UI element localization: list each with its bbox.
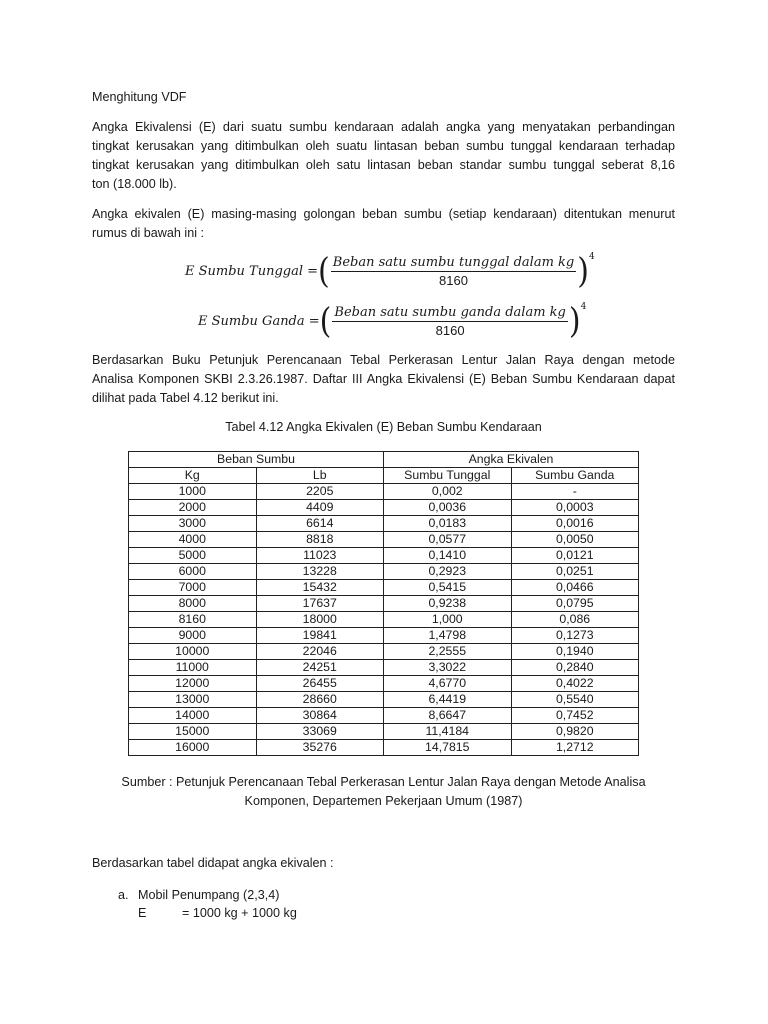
paragraph-line: Angka Ekivalensi (E) dari suatu sumbu kendaraan adalah angka yang menyatakan perbandingan: [92, 120, 675, 134]
cell-sumbu-tunggal: 2,2555: [384, 644, 512, 660]
cell-lb: 8818: [256, 532, 384, 548]
cell-sumbu-tunggal: 6,4419: [384, 692, 512, 708]
column-header-lb: Lb: [256, 468, 384, 484]
paragraph-line: dilihat pada Tabel 4.12 berikut ini.: [92, 391, 279, 405]
formula-lhs: E Sumbu Ganda =: [198, 314, 320, 329]
table-row: [129, 532, 639, 548]
right-paren: ): [577, 250, 589, 292]
table-row: [129, 692, 639, 708]
cell-sumbu-tunggal: 0,002: [384, 484, 512, 500]
cell-sumbu-ganda: 0,086: [511, 612, 639, 628]
formula-sumbu-ganda: [198, 300, 587, 342]
cell-lb: 19841: [256, 628, 384, 644]
cell-sumbu-ganda: 0,0121: [511, 548, 639, 564]
cell-lb: 13228: [256, 564, 384, 580]
cell-kg: 4000: [129, 532, 257, 548]
cell-kg: 15000: [129, 724, 257, 740]
group-header-angka-ekivalen: Angka Ekivalen: [384, 452, 639, 468]
column-header-sumbu-ganda: Sumbu Ganda: [511, 468, 639, 484]
cell-kg: 2000: [129, 500, 257, 516]
paragraph-line: ton (18.000 lb).: [92, 177, 177, 191]
cell-sumbu-ganda: 0,0003: [511, 500, 639, 516]
table-row: [129, 564, 639, 580]
cell-lb: 18000: [256, 612, 384, 628]
equation-value: = 1000 kg + 1000 kg: [182, 906, 297, 920]
cell-kg: 10000: [129, 644, 257, 660]
cell-kg: 8160: [129, 612, 257, 628]
list-item-label: Mobil Penumpang (2,3,4): [138, 888, 280, 902]
source-line: Sumber : Petunjuk Perencanaan Tebal Perkerasan Lentur Jalan Raya dengan Metode Analisa: [121, 775, 646, 789]
cell-sumbu-ganda: 0,0016: [511, 516, 639, 532]
cell-kg: 12000: [129, 676, 257, 692]
cell-kg: 3000: [129, 516, 257, 532]
cell-sumbu-tunggal: 0,1410: [384, 548, 512, 564]
cell-sumbu-ganda: 0,0251: [511, 564, 639, 580]
cell-lb: 22046: [256, 644, 384, 660]
cell-sumbu-ganda: 0,5540: [511, 692, 639, 708]
numerator: Beban satu sumbu ganda dalam kg: [334, 305, 566, 320]
paragraph-line: Analisa Komponen SKBI 2.3.26.1987. Daftar III Angka Ekivalensi (E) Beban Sumbu Kendaraan dapat: [92, 372, 675, 386]
exponent: 4: [588, 252, 595, 262]
cell-kg: 6000: [129, 564, 257, 580]
table-row: [129, 484, 639, 500]
cell-sumbu-ganda: 1,2712: [511, 740, 639, 756]
table-row: [129, 516, 639, 532]
cell-lb: 6614: [256, 516, 384, 532]
group-header-row: [129, 452, 639, 468]
table-row: [129, 708, 639, 724]
fraction: [331, 254, 576, 289]
cell-kg: 9000: [129, 628, 257, 644]
cell-lb: 35276: [256, 740, 384, 756]
left-paren: (: [318, 250, 330, 292]
table-row: [129, 596, 639, 612]
cell-sumbu-tunggal: 0,0183: [384, 516, 512, 532]
equation-label: E: [138, 906, 147, 920]
paragraph-line: tingkat kerusakan yang ditimbulkan oleh suatu lintasan beban sumbu tunggal kendaraan terhadap: [92, 139, 675, 153]
cell-sumbu-tunggal: 0,5415: [384, 580, 512, 596]
cell-kg: 1000: [129, 484, 257, 500]
table-row: [129, 548, 639, 564]
list-item: [118, 886, 297, 922]
table-row: [129, 628, 639, 644]
cell-sumbu-ganda: 0,1273: [511, 628, 639, 644]
cell-sumbu-ganda: 0,1940: [511, 644, 639, 660]
cell-sumbu-tunggal: 0,0577: [384, 532, 512, 548]
cell-lb: 4409: [256, 500, 384, 516]
table-body: [129, 484, 639, 756]
column-header-row: [129, 468, 639, 484]
cell-kg: 7000: [129, 580, 257, 596]
table-row: [129, 580, 639, 596]
cell-lb: 17637: [256, 596, 384, 612]
cell-sumbu-tunggal: 1,4798: [384, 628, 512, 644]
cell-sumbu-tunggal: 14,7815: [384, 740, 512, 756]
cell-sumbu-tunggal: 8,6647: [384, 708, 512, 724]
right-paren: ): [568, 300, 581, 342]
table-row: [129, 500, 639, 516]
exponent: 4: [580, 302, 587, 312]
table-row: [129, 724, 639, 740]
column-header-kg: Kg: [129, 468, 257, 484]
cell-sumbu-ganda: 0,0795: [511, 596, 639, 612]
cell-sumbu-ganda: 0,2840: [511, 660, 639, 676]
denominator: 8160: [439, 273, 468, 288]
table-row: [129, 644, 639, 660]
cell-sumbu-tunggal: 0,0036: [384, 500, 512, 516]
cell-lb: 2205: [256, 484, 384, 500]
formula-lhs: E Sumbu Tunggal =: [185, 264, 319, 279]
cell-sumbu-tunggal: 0,2923: [384, 564, 512, 580]
cell-kg: 13000: [129, 692, 257, 708]
cell-sumbu-ganda: 0,0466: [511, 580, 639, 596]
cell-kg: 5000: [129, 548, 257, 564]
table-source: [92, 773, 675, 811]
table-row: [129, 740, 639, 756]
table-row: [129, 676, 639, 692]
paragraph-line: Angka ekivalen (E) masing-masing golongan beban sumbu (setiap kendaraan) ditentukan menurut: [92, 207, 675, 221]
cell-lb: 33069: [256, 724, 384, 740]
group-header-beban-sumbu: Beban Sumbu: [129, 452, 384, 468]
table-row: [129, 612, 639, 628]
cell-sumbu-tunggal: 1,000: [384, 612, 512, 628]
cell-sumbu-ganda: -: [511, 484, 639, 500]
cell-lb: 30864: [256, 708, 384, 724]
cell-lb: 26455: [256, 676, 384, 692]
column-header-sumbu-tunggal: Sumbu Tunggal: [384, 468, 512, 484]
cell-lb: 11023: [256, 548, 384, 564]
left-paren: (: [319, 300, 332, 342]
paragraph-line: rumus di bawah ini :: [92, 226, 204, 240]
cell-sumbu-tunggal: 0,9238: [384, 596, 512, 612]
cell-sumbu-tunggal: 3,3022: [384, 660, 512, 676]
table-row: [129, 660, 639, 676]
paragraph-line: Berdasarkan Buku Petunjuk Perencanaan Tebal Perkerasan Lentur Jalan Raya dengan metode: [92, 353, 675, 367]
cell-sumbu-tunggal: 4,6770: [384, 676, 512, 692]
list-marker: a.: [118, 888, 129, 902]
formula-sumbu-tunggal: [185, 250, 595, 292]
table-caption: Tabel 4.12 Angka Ekivalen (E) Beban Sumbu Kendaraan: [225, 420, 542, 434]
cell-sumbu-ganda: 0,7452: [511, 708, 639, 724]
denominator: 8160: [435, 323, 465, 338]
cell-sumbu-tunggal: 11,4184: [384, 724, 512, 740]
paragraph-conclusion: Berdasarkan tabel didapat angka ekivalen :: [92, 856, 334, 870]
cell-sumbu-ganda: 0,0050: [511, 532, 639, 548]
equivalence-table: [128, 451, 639, 756]
cell-kg: 14000: [129, 708, 257, 724]
fraction: [332, 304, 567, 339]
cell-kg: 16000: [129, 740, 257, 756]
cell-sumbu-ganda: 0,9820: [511, 724, 639, 740]
cell-lb: 28660: [256, 692, 384, 708]
numerator: Beban satu sumbu tunggal dalam kg: [332, 255, 575, 270]
paragraph-line: tingkat kerusakan yang ditimbulkan oleh satu lintasan beban standar sumbu tunggal seberat 8,16: [92, 158, 675, 172]
section-title: Menghitung VDF: [92, 90, 187, 104]
source-line: Komponen, Departemen Pekerjaan Umum (1987): [244, 794, 523, 808]
cell-sumbu-ganda: 0,4022: [511, 676, 639, 692]
cell-kg: 11000: [129, 660, 257, 676]
cell-kg: 8000: [129, 596, 257, 612]
cell-lb: 24251: [256, 660, 384, 676]
cell-lb: 15432: [256, 580, 384, 596]
